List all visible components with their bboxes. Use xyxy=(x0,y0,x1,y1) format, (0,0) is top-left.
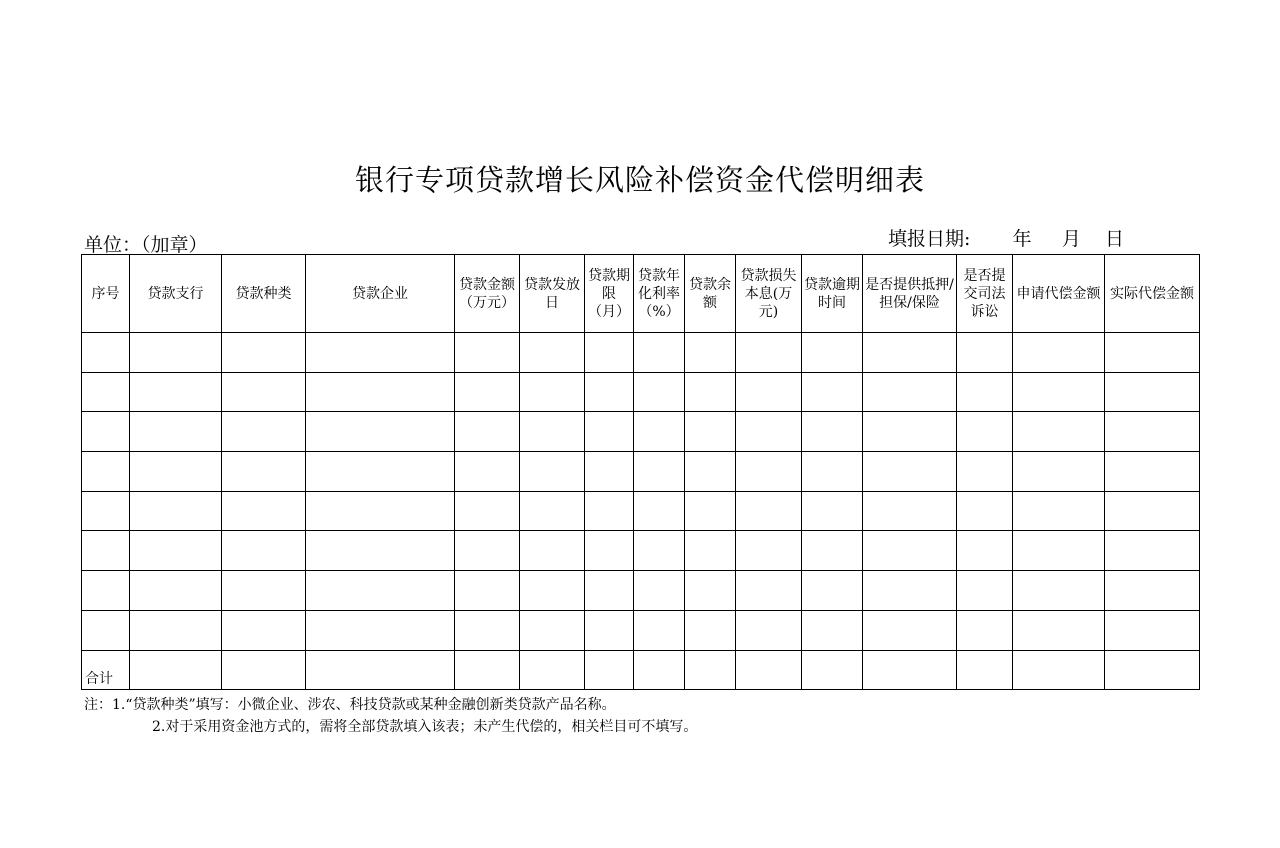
table-cell[interactable] xyxy=(1013,372,1105,412)
table-cell[interactable] xyxy=(82,333,130,373)
table-cell[interactable] xyxy=(222,452,306,492)
table-cell[interactable] xyxy=(685,412,736,452)
table-cell[interactable] xyxy=(863,531,957,571)
col-header-branch: 贷款支行 xyxy=(130,255,222,333)
table-row xyxy=(82,452,1200,492)
table-cell[interactable] xyxy=(222,571,306,611)
table-cell[interactable] xyxy=(306,452,455,492)
table-cell[interactable] xyxy=(685,491,736,531)
table-cell[interactable] xyxy=(520,333,585,373)
unit-label: 单位：（加章） xyxy=(84,234,208,256)
table-cell[interactable] xyxy=(802,610,863,650)
table-cell[interactable] xyxy=(1105,571,1200,611)
col-header-litigation: 是否提交司法诉讼 xyxy=(957,255,1013,333)
table-cell[interactable] xyxy=(82,571,130,611)
compensation-table xyxy=(81,254,1200,690)
table-cell[interactable] xyxy=(736,372,802,412)
table-cell[interactable] xyxy=(306,412,455,452)
table-cell[interactable] xyxy=(306,610,455,650)
table-cell[interactable] xyxy=(863,412,957,452)
table-cell[interactable] xyxy=(455,531,520,571)
table-cell[interactable] xyxy=(222,333,306,373)
table-cell[interactable] xyxy=(957,452,1013,492)
table-cell[interactable] xyxy=(306,650,455,690)
col-header-requested: 申请代偿金额 xyxy=(1013,255,1105,333)
table-cell[interactable] xyxy=(585,531,634,571)
table-row xyxy=(82,333,1200,373)
table-cell[interactable] xyxy=(957,412,1013,452)
col-header-company: 贷款企业 xyxy=(306,255,455,333)
table-cell[interactable] xyxy=(1013,452,1105,492)
table-cell[interactable] xyxy=(306,372,455,412)
table-cell[interactable] xyxy=(1013,610,1105,650)
table-cell[interactable] xyxy=(863,610,957,650)
table-cell[interactable] xyxy=(130,412,222,452)
table-cell[interactable] xyxy=(585,571,634,611)
table-cell[interactable] xyxy=(1105,333,1200,373)
col-header-collateral: 是否提供抵押/担保/保险 xyxy=(863,255,957,333)
table-cell[interactable] xyxy=(863,452,957,492)
table-cell[interactable] xyxy=(634,412,685,452)
table-cell[interactable] xyxy=(306,333,455,373)
total-label: 合计 xyxy=(82,650,130,690)
table-cell[interactable] xyxy=(455,372,520,412)
table-row xyxy=(82,610,1200,650)
table-cell[interactable] xyxy=(1013,571,1105,611)
table-cell[interactable] xyxy=(863,491,957,531)
table-cell[interactable] xyxy=(685,650,736,690)
table-cell[interactable] xyxy=(455,491,520,531)
page-title: 银行专项贷款增长风险补偿资金代偿明细表 xyxy=(354,163,925,197)
table-cell[interactable] xyxy=(802,412,863,452)
col-header-index: 序号 xyxy=(82,255,130,333)
col-header-overdue: 贷款逾期时间 xyxy=(802,255,863,333)
col-header-loan-type: 贷款种类 xyxy=(222,255,306,333)
table-cell[interactable] xyxy=(802,571,863,611)
table-cell[interactable] xyxy=(1105,491,1200,531)
table-row xyxy=(82,571,1200,611)
table-cell[interactable] xyxy=(1105,531,1200,571)
table-cell[interactable] xyxy=(736,491,802,531)
table-cell[interactable] xyxy=(222,372,306,412)
table-cell[interactable] xyxy=(957,571,1013,611)
table-cell[interactable] xyxy=(685,333,736,373)
col-header-term: 贷款期限（月） xyxy=(585,255,634,333)
table-cell[interactable] xyxy=(520,531,585,571)
table-cell[interactable] xyxy=(957,372,1013,412)
table-cell[interactable] xyxy=(130,531,222,571)
table-cell[interactable] xyxy=(1013,333,1105,373)
table-row xyxy=(82,491,1200,531)
table-cell[interactable] xyxy=(520,491,585,531)
table-cell[interactable] xyxy=(130,491,222,531)
table-row xyxy=(82,372,1200,412)
table-cell[interactable] xyxy=(222,491,306,531)
col-header-rate: 贷款年化利率（%） xyxy=(634,255,685,333)
table-cell[interactable] xyxy=(130,610,222,650)
table-cell[interactable] xyxy=(585,372,634,412)
table-cell[interactable] xyxy=(585,333,634,373)
table-cell[interactable] xyxy=(634,610,685,650)
table-cell[interactable] xyxy=(736,531,802,571)
table-cell[interactable] xyxy=(130,571,222,611)
table-cell[interactable] xyxy=(863,650,957,690)
table-cell[interactable] xyxy=(130,452,222,492)
table-cell[interactable] xyxy=(1105,412,1200,452)
table-cell[interactable] xyxy=(736,610,802,650)
table-cell[interactable] xyxy=(1013,650,1105,690)
table-cell[interactable] xyxy=(82,452,130,492)
table-cell[interactable] xyxy=(455,333,520,373)
date-label: 填报日期: 年 月 日 xyxy=(888,228,1125,250)
table-cell[interactable] xyxy=(306,491,455,531)
table-cell[interactable] xyxy=(222,610,306,650)
table-cell[interactable] xyxy=(957,650,1013,690)
table-cell[interactable] xyxy=(1013,531,1105,571)
table-cell[interactable] xyxy=(520,610,585,650)
table-cell[interactable] xyxy=(82,531,130,571)
table-cell[interactable] xyxy=(634,333,685,373)
col-header-amount: 贷款金额（万元） xyxy=(455,255,520,333)
table-cell[interactable] xyxy=(802,531,863,571)
table-cell[interactable] xyxy=(957,491,1013,531)
table-cell[interactable] xyxy=(685,452,736,492)
table-cell[interactable] xyxy=(802,452,863,492)
note-1: 注：1.“贷款种类”填写：小微企业、涉农、科技贷款或某种金融创新类贷款产品名称。 xyxy=(84,697,616,713)
table-row xyxy=(82,531,1200,571)
table-cell[interactable] xyxy=(634,372,685,412)
table-cell[interactable] xyxy=(520,412,585,452)
table-cell[interactable] xyxy=(82,372,130,412)
table-cell[interactable] xyxy=(802,491,863,531)
table-cell[interactable] xyxy=(863,571,957,611)
notes xyxy=(84,694,697,738)
table-cell[interactable] xyxy=(802,372,863,412)
table-cell[interactable] xyxy=(455,452,520,492)
col-header-actual: 实际代偿金额 xyxy=(1105,255,1200,333)
table-cell[interactable] xyxy=(1105,372,1200,412)
table-cell[interactable] xyxy=(736,650,802,690)
table-cell[interactable] xyxy=(736,452,802,492)
table-cell[interactable] xyxy=(520,650,585,690)
table-cell[interactable] xyxy=(306,531,455,571)
table-cell[interactable] xyxy=(1013,412,1105,452)
table-cell[interactable] xyxy=(957,531,1013,571)
table-cell[interactable] xyxy=(455,571,520,611)
table-cell[interactable] xyxy=(1105,650,1200,690)
total-row xyxy=(82,650,1200,690)
table-cell[interactable] xyxy=(222,412,306,452)
table-cell[interactable] xyxy=(222,650,306,690)
table-cell[interactable] xyxy=(736,571,802,611)
table-cell[interactable] xyxy=(1013,491,1105,531)
table-body xyxy=(82,333,1200,690)
table-cell[interactable] xyxy=(82,412,130,452)
table-cell[interactable] xyxy=(863,372,957,412)
table-cell[interactable] xyxy=(685,571,736,611)
table-cell[interactable] xyxy=(685,531,736,571)
table-cell[interactable] xyxy=(455,650,520,690)
table-cell[interactable] xyxy=(222,531,306,571)
table-cell[interactable] xyxy=(585,610,634,650)
table-cell[interactable] xyxy=(957,610,1013,650)
table-cell[interactable] xyxy=(520,372,585,412)
table-cell[interactable] xyxy=(130,372,222,412)
table-cell[interactable] xyxy=(685,372,736,412)
table-cell[interactable] xyxy=(585,650,634,690)
table-cell[interactable] xyxy=(863,333,957,373)
note-2: 2.对于采用资金池方式的，需将全部贷款填入该表；未产生代偿的，相关栏目可不填写。 xyxy=(152,719,698,735)
table-row xyxy=(82,412,1200,452)
table-cell[interactable] xyxy=(455,610,520,650)
col-header-issue-date: 贷款发放日 xyxy=(520,255,585,333)
table-cell[interactable] xyxy=(455,412,520,452)
table-cell[interactable] xyxy=(82,610,130,650)
table-cell[interactable] xyxy=(634,571,685,611)
col-header-loss: 贷款损失本息(万元) xyxy=(736,255,802,333)
table-cell[interactable] xyxy=(634,650,685,690)
table-cell[interactable] xyxy=(634,452,685,492)
table-cell[interactable] xyxy=(130,650,222,690)
table-cell[interactable] xyxy=(1105,452,1200,492)
table-cell[interactable] xyxy=(685,610,736,650)
table-cell[interactable] xyxy=(802,650,863,690)
table-cell[interactable] xyxy=(736,412,802,452)
table-cell[interactable] xyxy=(736,333,802,373)
table-cell[interactable] xyxy=(520,571,585,611)
table-cell[interactable] xyxy=(306,571,455,611)
table-cell[interactable] xyxy=(585,452,634,492)
table-cell[interactable] xyxy=(634,491,685,531)
table-cell[interactable] xyxy=(802,333,863,373)
table-cell[interactable] xyxy=(585,491,634,531)
table-cell[interactable] xyxy=(130,333,222,373)
col-header-balance: 贷款余额 xyxy=(685,255,736,333)
header-row xyxy=(82,255,1200,333)
table-cell[interactable] xyxy=(520,452,585,492)
table-cell[interactable] xyxy=(82,491,130,531)
table-cell[interactable] xyxy=(634,531,685,571)
table-cell[interactable] xyxy=(585,412,634,452)
table-cell[interactable] xyxy=(957,333,1013,373)
table-cell[interactable] xyxy=(1105,610,1200,650)
